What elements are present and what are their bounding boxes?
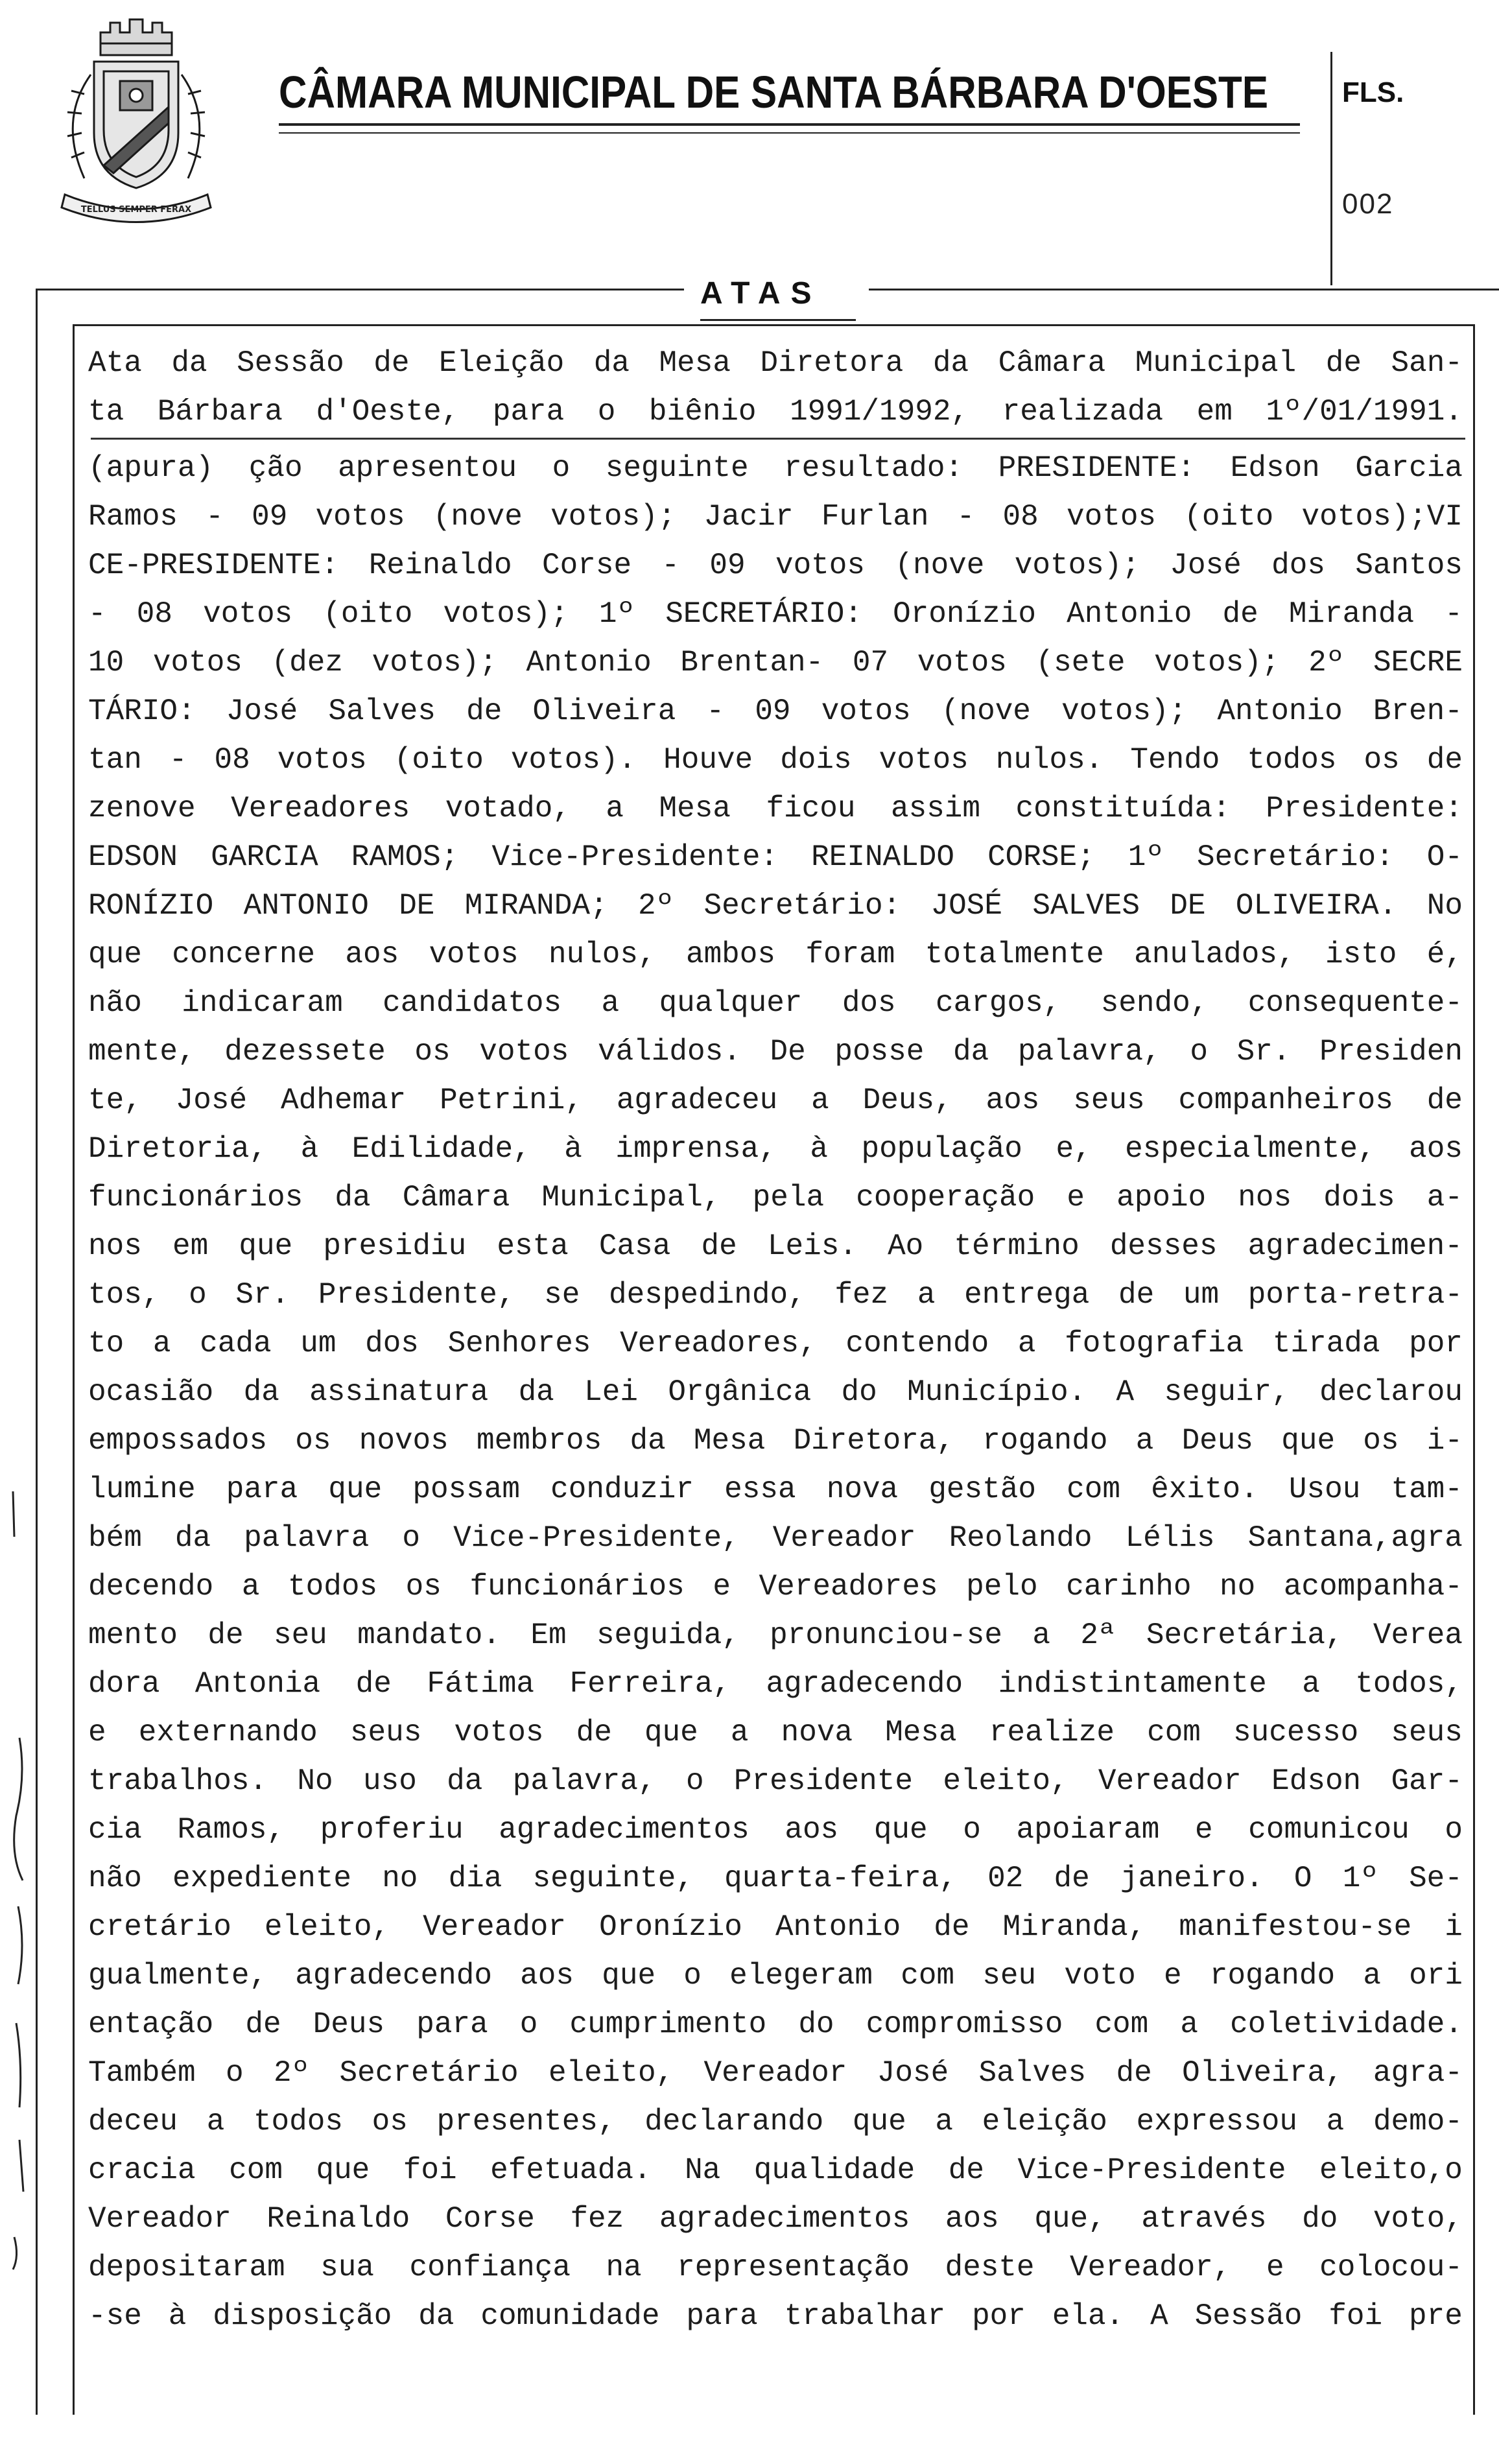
minutes-line: ta Bárbara d'Oeste, para o biênio 1991/1992, realizada em 1º/01/1991.: [88, 395, 1463, 429]
title-separator-rule: [91, 438, 1465, 440]
section-rule-right: [869, 289, 1499, 290]
text-box-right-border: [1473, 324, 1475, 2415]
minutes-line: to a cada um dos Senhores Vereadores, contendo a fotografia tirada por: [88, 1327, 1463, 1360]
municipal-coat-of-arms: [39, 10, 233, 230]
minutes-line: zenove Vereadores votado, a Mesa ficou assim constituída: Presidente:: [88, 792, 1463, 825]
minutes-line: e externando seus votos de que a nova Mesa realize com sucesso seus: [88, 1716, 1463, 1749]
minutes-line: mente, dezessete os votos válidos. De posse da palavra, o Sr. Presiden: [88, 1035, 1463, 1069]
minutes-line: não expediente no dia seguinte, quarta-feira, 02 de janeiro. O 1º Se-: [88, 1862, 1463, 1895]
minutes-line: (apura) ção apresentou o seguinte resultado: PRESIDENTE: Edson Garcia: [88, 451, 1463, 485]
minutes-line: ocasião da assinatura da Lei Orgânica do Município. A seguir, declarou: [88, 1375, 1463, 1409]
header-rule-thin: [279, 132, 1300, 134]
minutes-line: -se à disposição da comunidade para trabalhar por ela. A Sessão foi pre: [88, 2299, 1463, 2333]
minutes-line: Diretoria, à Edilidade, à imprensa, à população e, especialmente, aos: [88, 1132, 1463, 1166]
minutes-line: cracia com que foi efetuada. Na qualidade de Vice-Presidente eleito,o: [88, 2153, 1463, 2187]
minutes-line: CE-PRESIDENTE: Reinaldo Corse - 09 votos (nove votos); José dos Santos: [88, 549, 1463, 582]
minutes-line: decendo a todos os funcionários e Vereadores pelo carinho no acompanha-: [88, 1570, 1463, 1604]
minutes-line: cia Ramos, proferiu agradecimentos aos que o apoiaram e comunicou o: [88, 1813, 1463, 1847]
minutes-line: Ramos - 09 votos (nove votos); Jacir Furlan - 08 votos (oito votos);VI: [88, 500, 1463, 534]
section-title: ATAS: [700, 276, 822, 311]
minutes-line: EDSON GARCIA RAMOS; Vice-Presidente: REINALDO CORSE; 1º Secretário: O-: [88, 840, 1463, 874]
header-rule: [279, 123, 1300, 126]
minutes-line: nos em que presidiu esta Casa de Leis. Ao término desses agradecimen-: [88, 1229, 1463, 1263]
text-box-top-border: [73, 324, 1473, 326]
minutes-line: empossados os novos membros da Mesa Diretora, rogando a Deus que os i-: [88, 1424, 1463, 1458]
minutes-line: entação de Deus para o cumprimento do compromisso com a coletividade.: [88, 2008, 1463, 2041]
minutes-line: deceu a todos os presentes, declarando que a eleição expressou a demo-: [88, 2105, 1463, 2138]
minutes-line: - 08 votos (oito votos); 1º SECRETÁRIO: Oronízio Antonio de Miranda -: [88, 597, 1463, 631]
minutes-line: cretário eleito, Vereador Oronízio Antonio de Miranda, manifestou-se i: [88, 1910, 1463, 1944]
minutes-line: tan - 08 votos (oito votos). Houve dois votos nulos. Tendo todos os de: [88, 743, 1463, 777]
minutes-line: TÁRIO: José Salves de Oliveira - 09 votos (nove votos); Antonio Bren-: [88, 694, 1463, 728]
minutes-line: não indicaram candidatos a qualquer dos cargos, sendo, consequente-: [88, 986, 1463, 1020]
minutes-line: que concerne aos votos nulos, ambos foram totalmente anulados, isto é,: [88, 938, 1463, 971]
chamber-name-title: CÂMARA MUNICIPAL DE SANTA BÁRBARA D'OESTE: [279, 67, 1268, 117]
minutes-line: Também o 2º Secretário eleito, Vereador José Salves de Oliveira, agra-: [88, 2056, 1463, 2090]
section-title-underline: [700, 319, 856, 321]
minutes-line: te, José Adhemar Petrini, agradeceu a Deus, aos seus companheiros de: [88, 1084, 1463, 1117]
folio-label: FLS.: [1342, 77, 1404, 108]
minutes-line: Vereador Reinaldo Corse fez agradecimentos aos que, através do voto,: [88, 2202, 1463, 2236]
minutes-line: Ata da Sessão de Eleição da Mesa Diretora da Câmara Municipal de San-: [88, 346, 1463, 380]
minutes-line: dora Antonia de Fátima Ferreira, agradecendo indistintamente a todos,: [88, 1667, 1463, 1701]
handwritten-margin-signature: [0, 1491, 39, 2464]
minutes-line: funcionários da Câmara Municipal, pela cooperação e apoio nos dois a-: [88, 1181, 1463, 1214]
minutes-line: bém da palavra o Vice-Presidente, Vereador Reolando Lélis Santana,agra: [88, 1521, 1463, 1555]
section-rule-left: [36, 289, 684, 290]
minutes-line: tos, o Sr. Presidente, se despedindo, fez a entrega de um porta-retra-: [88, 1278, 1463, 1312]
minutes-line: lumine para que possam conduzir essa nova gestão com êxito. Usou tam-: [88, 1473, 1463, 1506]
minutes-line: 10 votos (dez votos); Antonio Brentan- 07 votos (sete votos); 2º SECRE: [88, 646, 1463, 680]
minutes-line: RONÍZIO ANTONIO DE MIRANDA; 2º Secretário: JOSÉ SALVES DE OLIVEIRA. No: [88, 889, 1463, 923]
sheet-divider-line: [1330, 52, 1332, 285]
text-box-left-border: [73, 324, 75, 2415]
minutes-line: mento de seu mandato. Em seguida, pronunciou-se a 2ª Secretária, Verea: [88, 1618, 1463, 1652]
minutes-line: depositaram sua confiança na representação deste Vereador, e colocou-: [88, 2251, 1463, 2284]
minutes-line: gualmente, agradecendo aos que o elegeram com seu voto e rogando a ori: [88, 1959, 1463, 1993]
folio-number: 002: [1342, 188, 1394, 220]
minutes-line: trabalhos. No uso da palavra, o Presidente eleito, Vereador Edson Gar-: [88, 1764, 1463, 1798]
crest-ribbon-text: TELLUS SEMPER FERAX: [80, 205, 192, 215]
